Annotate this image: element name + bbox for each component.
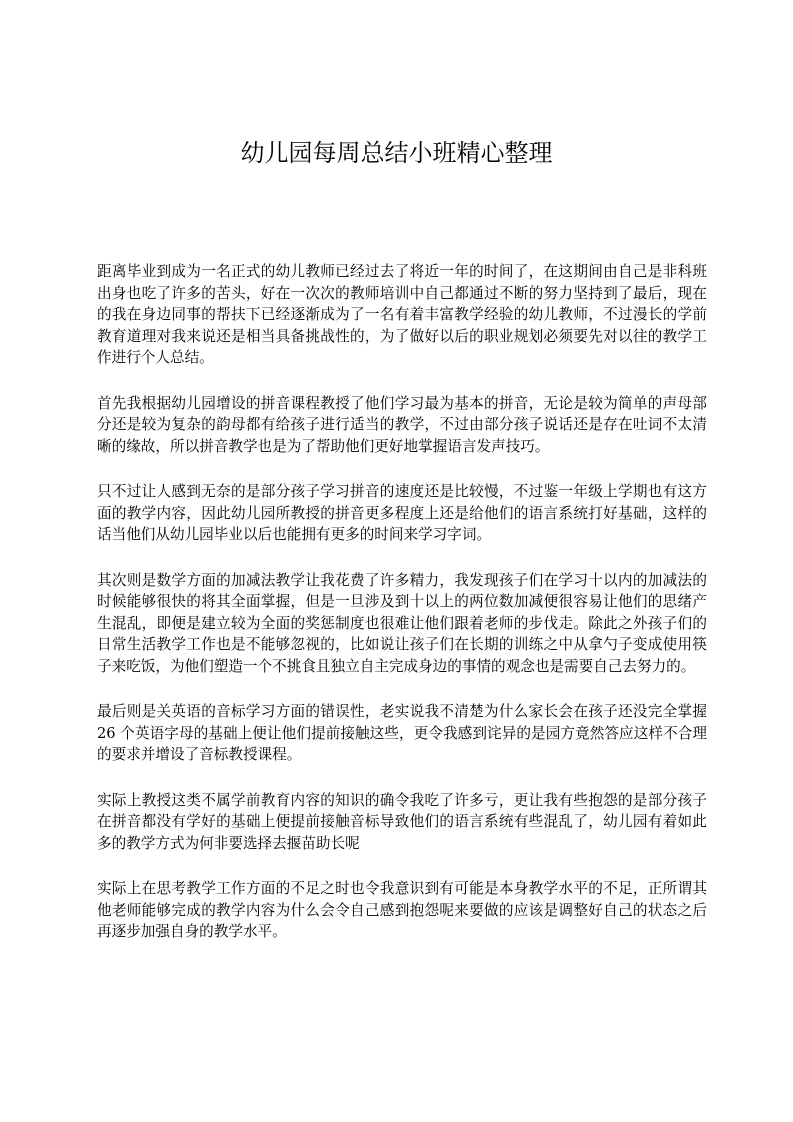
paragraph: 最后则是关英语的音标学习方面的错误性，老实说我不清楚为什么家长会在孩子还没完全掌握 26 个英语字母的基础上便让他们提前接触这些，更令我感到诧异的是园方竟然答应这样不合理的要求并增设了音标教授课程。 [97,703,707,763]
paragraph: 只不过让人感到无奈的是部分孩子学习拼音的速度还是比较慢，不过鉴一年级上学期也有这方面的教学内容，因此幼儿园所教授的拼音更多程度上还是给他们的语言系统打好基础，这样的话当他们从幼儿园毕业以后也能拥有更多的时间来学习字词。 [97,483,707,543]
document-title: 幼儿园每周总结小班精心整理 [240,139,553,167]
paragraph: 距离毕业到成为一名正式的幼儿教师已经过去了将近一年的时间了，在这期间由自己是非科班出身也吃了许多的苦头，好在一次次的教师培训中自己都通过不断的努力坚持到了最后，现在的我在身边同事的帮扶下已经逐渐成为了一名有着丰富教学经验的幼儿教师，不过漫长的学前教育道理对我来说还是相当具备挑战性的，为了做好以后的职业规划必须要先对以往的教学工作进行个人总结。 [97,263,707,366]
paragraph: 其次则是数学方面的加减法教学让我花费了许多精力，我发现孩子们在学习十以内的加减法的时候能够很快的将其全面掌握，但是一旦涉及到十以上的两位数加减便很容易让他们的思绪产生混乱，即便是建立较为全面的奖惩制度也很难让他们跟着老师的步伐走。除此之外孩子们的日常生活教学工作也是不能够忽视的，比如说让孩子们在长期的训练之中从拿勺子变成使用筷子来吃饭，为他们塑造一个不挑食且独立自主完成身边的事情的观念也是需要自己去努力的。 [97,571,707,675]
paragraph: 实际上教授这类不属学前教育内容的知识的确令我吃了许多亏，更让我有些抱怨的是部分孩子在拼音都没有学好的基础上便提前接触音标导致他们的语言系统有些混乱了，幼儿园有着如此多的教学方式为何非要选择去揠苗助长呢 [97,791,707,852]
paragraph: 实际上在思考教学工作方面的不足之时也令我意识到有可能是本身教学水平的不足，正所谓其他老师能够完成的教学内容为什么会令自己感到抱怨呢来要做的应该是调整好自己的状态之后再逐步加强自身的教学水平。 [97,880,707,940]
document-body [97,261,707,967]
paragraph: 首先我根据幼儿园增设的拼音课程教授了他们学习最为基本的拼音，无论是较为简单的声母部分还是较为复杂的韵母都有给孩子进行适当的教学，不过由部分孩子说话还是存在吐词不太清晰的缘故，所以拼音教学也是为了帮助他们更好地掌握语言发声技巧。 [97,394,707,455]
